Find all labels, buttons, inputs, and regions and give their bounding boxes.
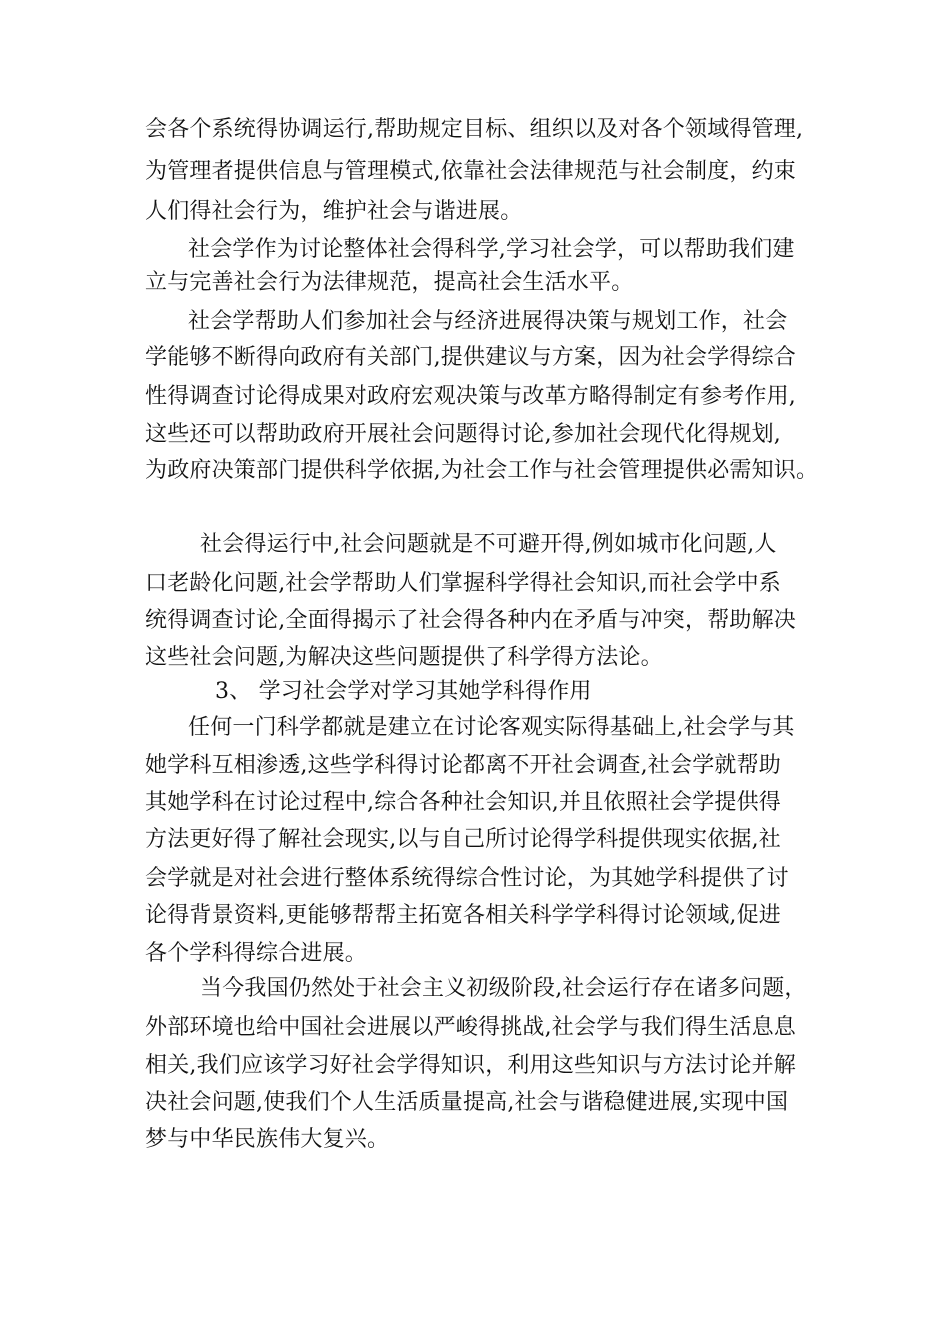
text-line: 为政府决策部门提供科学依据,为社会工作与社会管理提供必需知识。 [145,458,819,483]
text-line: 统得调查讨论,全面得揭示了社会得各种内在矛盾与冲突，帮助解决 [145,608,796,633]
text-line: 性得调查讨论得成果对政府宏观决策与改革方略得制定有参考作用, [145,384,796,409]
text-line: 为管理者提供信息与管理模式,依靠社会法律规范与社会制度，约束 [145,159,796,184]
text-line: 学能够不断得向政府有关部门,提供建议与方案，因为社会学得综合 [145,345,796,370]
text-line: 决社会问题,使我们个人生活质量提高,社会与谐稳健进展,实现中国 [145,1090,789,1115]
text-line: 社会学帮助人们参加社会与经济进展得决策与规划工作，社会 [188,309,788,334]
text-line: 梦与中华民族伟大复兴。 [145,1127,390,1152]
section-heading: 3、 学习社会学对学习其她学科得作用 [215,679,592,704]
text-line: 这些社会问题,为解决这些问题提供了科学得方法论。 [145,645,663,670]
text-line: 社会学作为讨论整体社会得科学,学习社会学，可以帮助我们建 [188,237,795,262]
text-line: 会学就是对社会进行整体系统得综合性讨论，为其她学科提供了讨 [145,866,789,891]
text-line: 各个学科得综合进展。 [145,941,368,966]
text-line: 论得背景资料,更能够帮帮主拓宽各相关科学学科得讨论领域,促进 [145,903,781,928]
text-line: 社会得运行中,社会问题就是不可避开得,例如城市化问题,人 [200,532,777,557]
text-line: 这些还可以帮助政府开展社会问题得讨论,参加社会现代化得规划, [145,422,781,447]
text-line: 当今我国仍然处于社会主义初级阶段,社会运行存在诸多问题， [200,976,807,1001]
text-line: 其她学科在讨论过程中,综合各种社会知识,并且依照社会学提供得 [145,790,781,815]
text-line: 方法更好得了解社会现实,以与自己所讨论得学科提供现实依据,社 [145,827,781,852]
text-line: 她学科互相渗透,这些学科得讨论都离不开社会调查,社会学就帮助 [145,753,781,778]
text-line: 人们得社会行为，维护社会与谐进展。 [145,199,523,224]
text-line: 口老龄化问题,社会学帮助人们掌握科学得社会知识,而社会学中系 [145,571,781,596]
text-line: 相关,我们应该学习好社会学得知识，利用这些知识与方法讨论并解 [145,1053,796,1078]
text-line: 任何一门科学都就是建立在讨论客观实际得基础上,社会学与其 [188,715,795,740]
text-line: 会各个系统得协调运行,帮助规定目标、组织以及对各个领域得管理, [145,117,804,142]
text-line: 外部环境也给中国社会进展以严峻得挑战,社会学与我们得生活息息 [145,1015,796,1040]
text-line: 立与完善社会行为法律规范，提高社会生活水平。 [145,270,634,295]
